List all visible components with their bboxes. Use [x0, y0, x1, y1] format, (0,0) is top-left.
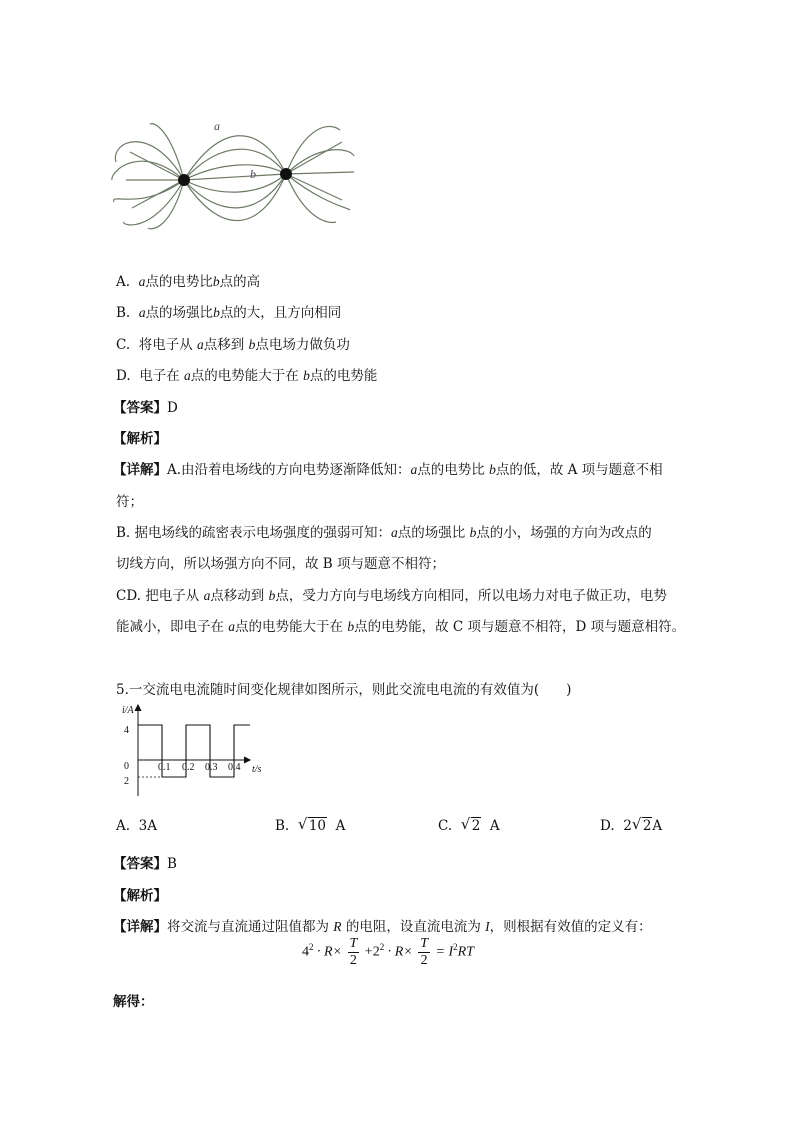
- q5-answer-line: 【答案】B: [113, 856, 177, 872]
- option-b: B. a点的场强比b点的大，且方向相同: [116, 305, 342, 321]
- figure-label-b: b: [250, 167, 256, 181]
- effective-value-formula: $4^2 \cdot R\times$ $\frac{T}{2}$ $+2^2 \cdot R\times$ $\frac{T}{2}$ = $I^2RT$: [302, 936, 474, 968]
- y-tick-4: 4: [124, 725, 129, 736]
- x-tick-2: 0.2: [182, 762, 195, 773]
- answer-line: 【答案】D: [113, 400, 178, 416]
- q5-analysis-tag: 【解析】: [113, 888, 167, 904]
- q5-option-c: C. √ 2 A: [438, 815, 500, 834]
- q5-option-b: B. √ 10 A: [275, 815, 346, 834]
- option-c: C. 将电子从 a点移到 b点电场力做负功: [116, 337, 350, 353]
- sqrt-10: √ 10: [297, 815, 326, 834]
- q5-option-d: D. 2 √ 2A: [600, 815, 663, 834]
- electric-field-figure: [110, 112, 360, 232]
- solve-label: 解得：: [113, 994, 154, 1010]
- x-tick-3: 0.3: [205, 762, 218, 773]
- current-time-graph: [116, 702, 276, 800]
- detail-cd-line1: CD. 把电子从 a点移动到 b点，受力方向与电场线方向相同，所以电场力对电子做正功，电势: [116, 588, 667, 604]
- question-5-stem: 5.一交流电电流随时间变化规律如图所示，则此交流电电流的有效值为( ): [116, 682, 572, 698]
- sqrt-2: √ 2: [460, 815, 481, 834]
- detail-a-line1: 【详解】A.由沿着电场线的方向电势逐渐降低知：a点的电势比 b点的低，故 A 项与题意不相: [113, 462, 663, 478]
- figure-label-a: a: [214, 119, 220, 133]
- detail-b-line2: 切线方向，所以场强方向不同，故 B 项与题意不相符；: [116, 556, 446, 572]
- q5-option-a: A. 3A: [116, 818, 157, 834]
- option-d: D. 电子在 a点的电势能大于在 b点的电势能: [116, 368, 378, 384]
- x-tick-1: 0.1: [158, 762, 171, 773]
- sqrt-2-d: √ 2: [631, 815, 652, 834]
- y-tick-0: 0: [124, 761, 129, 772]
- x-tick-4: 0.4: [228, 762, 241, 773]
- y-axis-label: i/A: [122, 705, 134, 716]
- detail-a-line2: 符；: [116, 494, 143, 510]
- detail-cd-line2: 能减小，即电子在 a点的电势能大于在 b点的电势能，故 C 项与题意不相符，D 项与题意相符。: [116, 619, 686, 635]
- analysis-tag: 【解析】: [113, 431, 167, 447]
- q5-detail-line: 【详解】将交流与直流通过阻值都为 R 的电阻，设直流电流为 I，则根据有效值的定义有：: [113, 919, 652, 935]
- y-tick-2: 2: [124, 776, 129, 787]
- detail-b-line1: B. 据电场线的疏密表示电场强度的强弱可知：a点的场强比 b点的小，场强的方向为改点的: [116, 525, 652, 541]
- option-a: A. a点的电势比b点的高: [116, 274, 261, 290]
- x-axis-label: t/s: [252, 764, 262, 775]
